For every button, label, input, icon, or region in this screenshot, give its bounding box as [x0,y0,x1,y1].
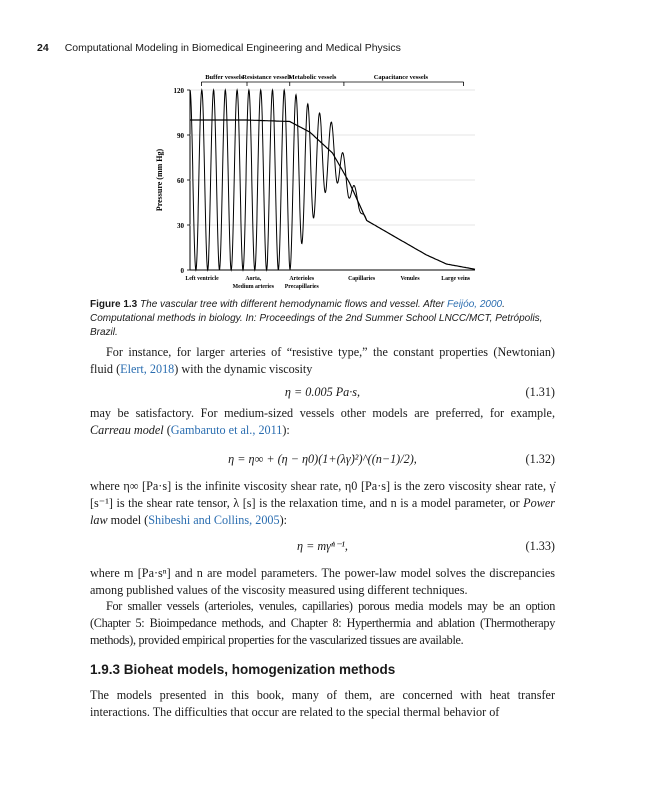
p6-text: The models presented in this book, many of them, are concerned with heat transfer interactions. The difficulties that occur are related to the special thermal behavior of [90,688,555,719]
equation-number: (1.31) [525,385,555,399]
x-axis-label: Capillaries [348,276,376,282]
top-label: Buffer vessels [205,74,244,81]
paragraph-2 [90,405,555,439]
running-header [37,42,401,54]
x-axis-label: Medium arteries [232,284,274,290]
paragraph-3 [90,478,555,529]
top-label: Metabolic vessels [288,74,337,81]
paragraph-1 [90,344,555,378]
y-tick-label: 120 [173,87,184,95]
equation-number: (1.32) [525,452,555,466]
equation-formula: η = 0.005 Pa·s, [284,385,361,399]
y-tick-label: 90 [177,132,184,140]
p1-text: For instance, for larger arteries of “resistive type,” the constant properties (Newtonian) fluid ( [90,345,555,376]
equation-1-32 [90,452,555,470]
p4-text: where m [Pa·sⁿ] and n are model parameters. The power-law model solves the discrepancies among published values of the viscosity measured using different techniques. [90,566,555,597]
p3-text-mid: model ( [107,513,149,527]
x-axis-label: Left ventricle [185,276,219,282]
book-title: Computational Modeling in Biomedical Engineering and Medical Physics [64,42,401,54]
figure-label: Figure 1.3 [90,299,138,310]
x-axis-label: Aorta, [245,276,262,282]
top-label: Resistance vessels [242,74,292,81]
paragraph-5 [90,598,555,649]
p2-text-end: ): [282,423,290,437]
paragraph-4 [90,565,555,599]
p3-text-end: ): [279,513,288,527]
caption-text-post: . Computational methods in biology. In: Proceedings of the 2nd Summer School LNCC/MCT, Petrópolis, Brazil. [90,299,543,338]
x-axis-label: Large veins [441,276,471,282]
section-heading: 1.9.3 Bioheat models, homogenization methods [90,662,396,677]
p2-emphasis: Carreau model [90,423,164,437]
p1-reference-link[interactable]: Elert, 2018 [120,362,175,376]
caption-reference-link[interactable]: Feijóo, 2000 [447,299,503,310]
p5-text: For smaller vessels (arterioles, venules, capillaries) porous media models may be an option (Chapter 5: Bioimpedance methods, and Chapter 8: Hyperthermia and ablation (Thermotherapy methods), provided empirical properties for the vascularized tissues are available. [90,599,555,647]
p3-reference-link[interactable]: Shibeshi and Collins, 2005 [148,513,280,527]
figure-caption [90,298,555,340]
paragraph-6 [90,687,555,721]
y-axis-title: Pressure (mm Hg) [155,148,164,212]
page-number: 24 [37,42,49,54]
equation-formula: η = mγ̇ⁿ⁻¹, [297,539,348,553]
equation-1-31 [90,385,555,403]
p2-text: may be satisfactory. For medium-sized vessels other models are preferred, for example, [90,406,555,420]
p3-emphasis: Power law [90,496,555,527]
x-axis-label: Venules [400,276,420,282]
equation-formula: η = η∞ + (η − η0)(1+(λγ̇)²)^((n−1)/2), [228,452,417,466]
p2-paren: ( [163,423,171,437]
p3-text: where η∞ [Pa·s] is the infinite viscosity shear rate, η0 [Pa·s] is the zero viscosity shear rate, γ̇ [s⁻¹] is the shear rate tensor, λ [s] is the relaxation time, and n is a model parameter, or [90,479,555,510]
caption-text-pre: The vascular tree with different hemodynamic flows and vessel. After [140,299,445,310]
top-label: Capacitance vessels [373,74,429,81]
pressure-chart [140,70,480,290]
x-axis-label: Precapillaries [284,284,319,290]
equation-1-33 [90,539,555,557]
p2-reference-link[interactable]: Gambaruto et al., 2011 [170,423,283,437]
equation-number: (1.33) [525,539,555,553]
p1-text-end: ) with the dynamic viscosity [174,362,313,376]
y-tick-label: 30 [177,222,184,230]
y-tick-label: 60 [177,177,184,185]
vessel-category-labels [201,74,463,86]
y-tick-label: 0 [180,267,184,275]
x-axis-labels [185,276,470,290]
x-axis-label: Arterioles [289,276,315,282]
